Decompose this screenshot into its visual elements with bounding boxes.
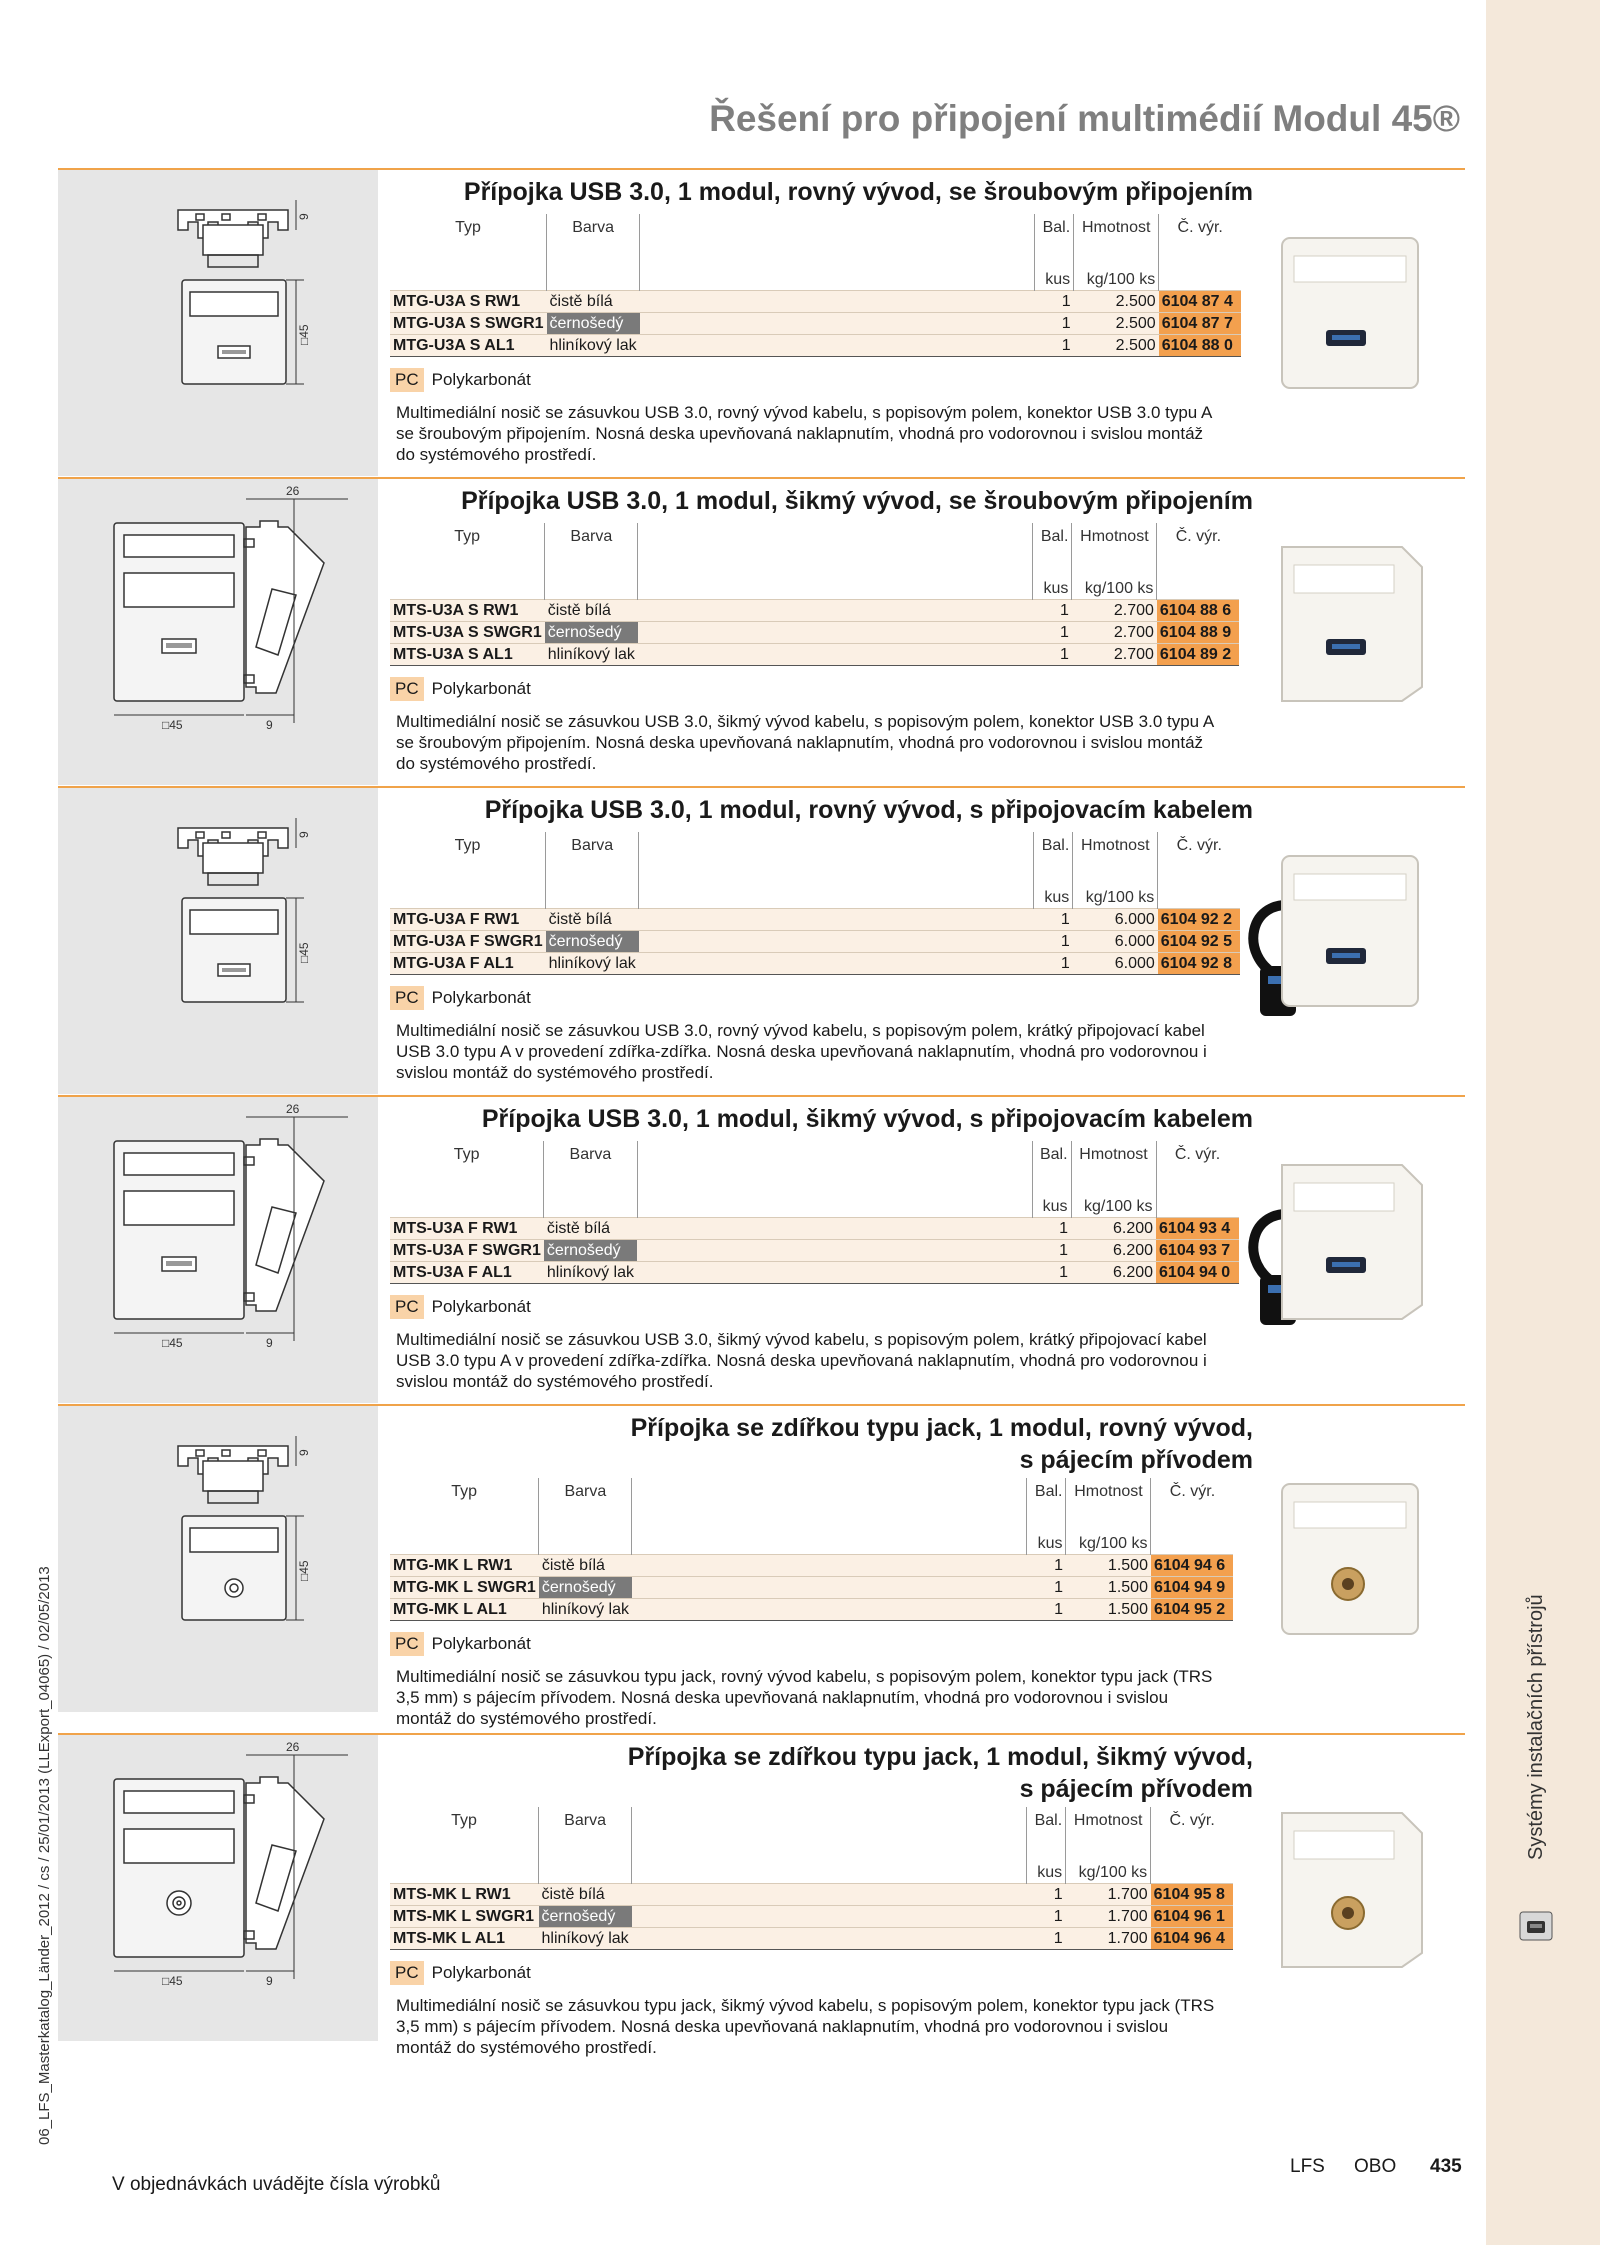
- material-code-badge: PC: [390, 677, 424, 701]
- print-metadata: 06_LFS_Masterkatalog_Länder_2012 / cs / 25/01/2013 (LLExport_04065) / 02/05/2013: [36, 1566, 53, 2145]
- header-kus: kus: [1034, 858, 1073, 909]
- product-weight: 2.700: [1072, 600, 1157, 622]
- dim-9: 9: [297, 831, 311, 838]
- product-row: [390, 1884, 1233, 1906]
- product-number: 6104 92 2: [1158, 909, 1241, 931]
- section-title: Přípojka USB 3.0, 1 modul, šikmý vývod, se šroubovým připojením: [461, 487, 1253, 515]
- product-weight: 6.000: [1073, 931, 1158, 953]
- header-hmotnost: Hmotnost: [1072, 523, 1157, 549]
- product-type: MTS-U3A F SWGR1: [390, 1240, 544, 1262]
- product-color: hliníkový lak: [539, 1928, 632, 1950]
- product-type: MTS-MK L RW1: [390, 1884, 539, 1906]
- product-color: hliníkový lak: [544, 1262, 637, 1284]
- product-pack: 1: [1027, 1577, 1066, 1599]
- header-hmotnost: Hmotnost: [1074, 214, 1159, 240]
- product-row: [390, 1555, 1233, 1577]
- product-pack: 1: [1034, 909, 1073, 931]
- product-row: [390, 1906, 1233, 1928]
- product-weight: 1.700: [1066, 1928, 1151, 1950]
- dim-9: 9: [297, 213, 311, 220]
- product-section: [58, 168, 1465, 476]
- header-kus: kus: [1027, 1504, 1066, 1555]
- header-cislo: Č. výr.: [1175, 527, 1222, 545]
- section-title: Přípojka USB 3.0, 1 modul, rovný vývod, s připojovacím kabelem: [484, 796, 1253, 824]
- product-type: MTS-U3A S SWGR1: [390, 622, 545, 644]
- product-pack: 1: [1035, 313, 1074, 335]
- product-number: 6104 88 9: [1157, 622, 1240, 644]
- product-section: [58, 1733, 1465, 2057]
- product-pack: 1: [1035, 335, 1074, 357]
- product-photo: [1238, 816, 1438, 1016]
- header-bal: Bal.: [1033, 523, 1072, 549]
- page-title: Řešení pro připojení multimédií Modul 45®: [709, 98, 1460, 139]
- header-kg: kg/100 ks: [1073, 858, 1158, 909]
- technical-drawing: [58, 479, 378, 785]
- product-color: černošedý: [545, 622, 638, 644]
- product-color: čistě bílá: [544, 1218, 637, 1240]
- product-number: 6104 92 8: [1158, 953, 1241, 975]
- dim-45: □45: [297, 942, 311, 963]
- dim-45: □45: [297, 1560, 311, 1581]
- product-type: MTS-U3A F AL1: [390, 1262, 544, 1284]
- page-number: 435: [1430, 2156, 1462, 2177]
- product-color: hliníkový lak: [547, 335, 640, 357]
- product-type: MTG-U3A F RW1: [390, 909, 546, 931]
- material-code-badge: PC: [390, 1295, 424, 1319]
- product-color: čistě bílá: [545, 600, 638, 622]
- header-typ: Typ: [390, 1807, 539, 1833]
- product-type: MTG-U3A S SWGR1: [390, 313, 547, 335]
- product-description: Multimediální nosič se zásuvkou USB 3.0, šikmý vývod kabelu, s popisovým polem, krátký připojovací kabel USB 3.0 typu A v provedení zdířka-zdířka. Nosná deska upevňovaná naklapnutím, vhodná pro vodorovnou i svislou montáž do systémového prostředí.: [396, 1330, 1207, 1391]
- product-table: [390, 1807, 1233, 1950]
- product-type: MTG-U3A S AL1: [390, 335, 547, 357]
- product-color: hliníkový lak: [546, 953, 639, 975]
- product-pack: 1: [1027, 1599, 1066, 1621]
- header-kus: kus: [1032, 1167, 1071, 1218]
- header-cislo: Č. výr.: [1176, 836, 1222, 854]
- product-color: černošedý: [546, 931, 639, 953]
- product-color: černošedý: [544, 1240, 637, 1262]
- dim-9: 9: [297, 1449, 311, 1456]
- product-number: 6104 96 4: [1151, 1928, 1234, 1950]
- product-number: 6104 95 8: [1151, 1884, 1234, 1906]
- product-number: 6104 88 6: [1157, 600, 1240, 622]
- header-hmotnost: Hmotnost: [1071, 1141, 1156, 1167]
- product-table: [390, 214, 1241, 357]
- product-section: [58, 1095, 1465, 1403]
- product-color: čistě bílá: [539, 1555, 632, 1577]
- product-color: čistě bílá: [546, 909, 639, 931]
- header-kus: kus: [1027, 1833, 1066, 1884]
- section-title-line2: s pájecím přívodem: [1019, 1775, 1253, 1803]
- dim-26: 26: [286, 1102, 300, 1116]
- product-pack: 1: [1032, 1240, 1071, 1262]
- technical-drawing: [58, 1406, 378, 1712]
- product-row: [390, 931, 1240, 953]
- product-type: MTG-MK L AL1: [390, 1599, 539, 1621]
- product-pack: 1: [1033, 644, 1072, 666]
- product-pack: 1: [1027, 1906, 1066, 1928]
- product-description: Multimediální nosič se zásuvkou USB 3.0, šikmý vývod kabelu, s popisovým polem, konektor USB 3.0 typu A se šroubovým připojením. Nosná deska upevňovaná naklapnutím, vhodná pro vodorovnou i svislou montáž do systémového prostředí.: [396, 712, 1214, 773]
- product-pack: 1: [1033, 622, 1072, 644]
- header-barva: Barva: [547, 214, 640, 240]
- product-table: [390, 1141, 1239, 1284]
- material-name: Polykarbonát: [431, 1963, 531, 1982]
- dim-9: 9: [266, 1336, 273, 1350]
- header-typ: Typ: [390, 523, 545, 549]
- header-barva: Barva: [546, 832, 639, 858]
- material-name: Polykarbonát: [431, 679, 531, 698]
- product-type: MTS-MK L AL1: [390, 1928, 539, 1950]
- dim-9: 9: [266, 1974, 273, 1988]
- product-section: [58, 477, 1465, 785]
- material-name: Polykarbonát: [431, 370, 531, 389]
- header-typ: Typ: [390, 832, 546, 858]
- product-row: [390, 1577, 1233, 1599]
- header-barva: Barva: [545, 523, 638, 549]
- product-pack: 1: [1034, 931, 1073, 953]
- socket-module-icon: [1518, 1908, 1554, 1944]
- header-cislo: Č. výr.: [1174, 1145, 1221, 1163]
- footer-brand-lfs: LFS: [1290, 2156, 1325, 2177]
- product-row: [390, 1599, 1233, 1621]
- product-number: 6104 94 0: [1156, 1262, 1239, 1284]
- material-row: [390, 1295, 531, 1319]
- header-kg: kg/100 ks: [1072, 549, 1157, 600]
- header-hmotnost: Hmotnost: [1066, 1807, 1151, 1833]
- footer-note: V objednávkách uvádějte čísla výrobků: [112, 2174, 441, 2195]
- product-section: [58, 786, 1465, 1094]
- dim-9: 9: [266, 718, 273, 732]
- product-pack: 1: [1027, 1555, 1066, 1577]
- product-pack: 1: [1027, 1884, 1066, 1906]
- product-pack: 1: [1035, 291, 1074, 313]
- product-weight: 1.500: [1066, 1599, 1151, 1621]
- side-tab-label: Systémy instalačních přístrojů: [1525, 1594, 1547, 1860]
- product-weight: 1.500: [1066, 1577, 1151, 1599]
- product-weight: 6.200: [1071, 1218, 1156, 1240]
- header-hmotnost: Hmotnost: [1066, 1478, 1151, 1504]
- header-kus: kus: [1035, 240, 1074, 291]
- footer-brand-obo: OBO: [1354, 2156, 1397, 2177]
- product-color: čistě bílá: [539, 1884, 632, 1906]
- header-cislo: Č. výr.: [1169, 1811, 1215, 1829]
- product-number: 6104 87 7: [1159, 313, 1242, 335]
- header-kg: kg/100 ks: [1074, 240, 1159, 291]
- product-color: černošedý: [539, 1577, 632, 1599]
- material-row: [390, 986, 531, 1010]
- product-type: MTG-MK L SWGR1: [390, 1577, 539, 1599]
- product-weight: 6.200: [1071, 1240, 1156, 1262]
- product-description: Multimediální nosič se zásuvkou USB 3.0, rovný vývod kabelu, s popisovým polem, konektor USB 3.0 typu A se šroubovým připojením. Nosná deska upevňovaná naklapnutím, vhodná pro vodorovnou i svislou montáž do systémového prostředí.: [396, 403, 1212, 464]
- dim-45: □45: [297, 324, 311, 345]
- header-typ: Typ: [390, 1141, 544, 1167]
- material-code-badge: PC: [390, 1961, 424, 1985]
- product-color: čistě bílá: [547, 291, 640, 313]
- product-section: [58, 1404, 1465, 1728]
- header-bal: Bal.: [1034, 832, 1073, 858]
- product-weight: 2.500: [1074, 335, 1159, 357]
- product-row: [390, 313, 1241, 335]
- technical-drawing: [58, 788, 378, 1094]
- product-pack: 1: [1034, 953, 1073, 975]
- product-weight: 1.700: [1066, 1906, 1151, 1928]
- product-row: [390, 1928, 1233, 1950]
- product-color: hliníkový lak: [545, 644, 638, 666]
- material-row: [390, 368, 531, 392]
- header-barva: Barva: [539, 1478, 632, 1504]
- technical-drawing: [58, 1097, 378, 1403]
- product-description: Multimediální nosič se zásuvkou USB 3.0, rovný vývod kabelu, s popisovým polem, krátký připojovací kabel USB 3.0 typu A v provedení zdířka-zdířka. Nosná deska upevňovaná naklapnutím, vhodná pro vodorovnou i svislou montáž do systémového prostředí.: [396, 1021, 1207, 1082]
- section-title: Přípojka USB 3.0, 1 modul, rovný vývod, se šroubovým připojením: [463, 178, 1253, 206]
- product-row: [390, 909, 1240, 931]
- material-code-badge: PC: [390, 986, 424, 1010]
- product-type: MTG-U3A F SWGR1: [390, 931, 546, 953]
- product-description: Multimediální nosič se zásuvkou typu jack, rovný vývod kabelu, s popisovým polem, konektor typu jack (TRS 3,5 mm) s pájecím přívodem. Nosná deska upevňovaná naklapnutím, vhodná pro vodorovnou i svislou montáž do systémového prostředí.: [396, 1667, 1213, 1728]
- header-barva: Barva: [544, 1141, 637, 1167]
- material-name: Polykarbonát: [431, 1297, 531, 1316]
- product-photo: [1238, 1773, 1438, 1973]
- header-cislo: Č. výr.: [1169, 1482, 1216, 1500]
- product-type: MTS-U3A F RW1: [390, 1218, 544, 1240]
- product-number: 6104 87 4: [1159, 291, 1242, 313]
- product-row: [390, 600, 1239, 622]
- product-number: 6104 94 6: [1151, 1555, 1234, 1577]
- product-number: 6104 93 7: [1156, 1240, 1239, 1262]
- product-row: [390, 644, 1239, 666]
- product-pack: 1: [1032, 1262, 1071, 1284]
- product-photo: [1238, 507, 1438, 707]
- product-row: [390, 1262, 1239, 1284]
- product-row: [390, 1240, 1239, 1262]
- dim-45: □45: [162, 1974, 183, 1988]
- product-weight: 6.000: [1073, 953, 1158, 975]
- technical-drawing: [58, 170, 378, 476]
- product-photo: [1238, 1125, 1438, 1325]
- product-description: Multimediální nosič se zásuvkou typu jack, šikmý vývod kabelu, s popisovým polem, konektor typu jack (TRS 3,5 mm) s pájecím přívodem. Nosná deska upevňovaná naklapnutím, vhodná pro vodorovnou i svislou montáž do systémového prostředí.: [396, 1996, 1215, 2057]
- section-title: Přípojka USB 3.0, 1 modul, šikmý vývod, s připojovacím kabelem: [481, 1105, 1253, 1133]
- material-row: [390, 677, 531, 701]
- product-number: 6104 89 2: [1157, 644, 1240, 666]
- dim-45: □45: [162, 718, 183, 732]
- product-row: [390, 291, 1241, 313]
- product-row: [390, 335, 1241, 357]
- product-type: MTS-U3A S AL1: [390, 644, 545, 666]
- product-photo: [1238, 198, 1438, 398]
- product-number: 6104 94 9: [1151, 1577, 1234, 1599]
- material-name: Polykarbonát: [431, 1634, 531, 1653]
- product-type: MTG-U3A S RW1: [390, 291, 547, 313]
- product-row: [390, 953, 1240, 975]
- product-type: MTG-MK L RW1: [390, 1555, 539, 1577]
- product-row: [390, 1218, 1239, 1240]
- product-number: 6104 95 2: [1151, 1599, 1234, 1621]
- product-table: [390, 523, 1239, 666]
- header-typ: Typ: [390, 214, 547, 240]
- header-barva: Barva: [539, 1807, 632, 1833]
- dim-45: □45: [162, 1336, 183, 1350]
- product-type: MTS-MK L SWGR1: [390, 1906, 539, 1928]
- product-weight: 2.700: [1072, 644, 1157, 666]
- product-table: [390, 1478, 1233, 1621]
- product-type: MTG-U3A F AL1: [390, 953, 546, 975]
- product-weight: 2.500: [1074, 313, 1159, 335]
- product-number: 6104 92 5: [1158, 931, 1241, 953]
- product-color: černošedý: [539, 1906, 632, 1928]
- header-typ: Typ: [390, 1478, 539, 1504]
- material-name: Polykarbonát: [431, 988, 531, 1007]
- header-cislo: Č. výr.: [1177, 218, 1223, 236]
- product-table: [390, 832, 1240, 975]
- header-bal: Bal.: [1027, 1478, 1066, 1504]
- technical-drawing: [58, 1735, 378, 2041]
- product-weight: 6.200: [1071, 1262, 1156, 1284]
- header-bal: Bal.: [1035, 214, 1074, 240]
- material-row: [390, 1632, 531, 1656]
- product-weight: 2.500: [1074, 291, 1159, 313]
- product-photo: [1238, 1444, 1438, 1644]
- product-type: MTS-U3A S RW1: [390, 600, 545, 622]
- material-row: [390, 1961, 531, 1985]
- product-weight: 1.500: [1066, 1555, 1151, 1577]
- dim-26: 26: [286, 484, 300, 498]
- product-weight: 2.700: [1072, 622, 1157, 644]
- product-number: 6104 88 0: [1159, 335, 1242, 357]
- product-weight: 6.000: [1073, 909, 1158, 931]
- header-kus: kus: [1033, 549, 1072, 600]
- product-pack: 1: [1033, 600, 1072, 622]
- header-kg: kg/100 ks: [1071, 1167, 1156, 1218]
- dim-26: 26: [286, 1740, 300, 1754]
- header-kg: kg/100 ks: [1066, 1504, 1151, 1555]
- header-kg: kg/100 ks: [1066, 1833, 1151, 1884]
- section-title-line2: s pájecím přívodem: [1019, 1446, 1253, 1474]
- header-bal: Bal.: [1032, 1141, 1071, 1167]
- product-weight: 1.700: [1066, 1884, 1151, 1906]
- product-row: [390, 622, 1239, 644]
- section-title: Přípojka se zdířkou typu jack, 1 modul, rovný vývod,: [630, 1414, 1253, 1442]
- material-code-badge: PC: [390, 1632, 424, 1656]
- section-title: Přípojka se zdířkou typu jack, 1 modul, šikmý vývod,: [627, 1743, 1253, 1771]
- product-pack: 1: [1027, 1928, 1066, 1950]
- product-color: černošedý: [547, 313, 640, 335]
- product-pack: 1: [1032, 1218, 1071, 1240]
- product-color: hliníkový lak: [539, 1599, 632, 1621]
- material-code-badge: PC: [390, 368, 424, 392]
- header-bal: Bal.: [1027, 1807, 1066, 1833]
- product-number: 6104 93 4: [1156, 1218, 1239, 1240]
- product-number: 6104 96 1: [1151, 1906, 1234, 1928]
- header-hmotnost: Hmotnost: [1073, 832, 1158, 858]
